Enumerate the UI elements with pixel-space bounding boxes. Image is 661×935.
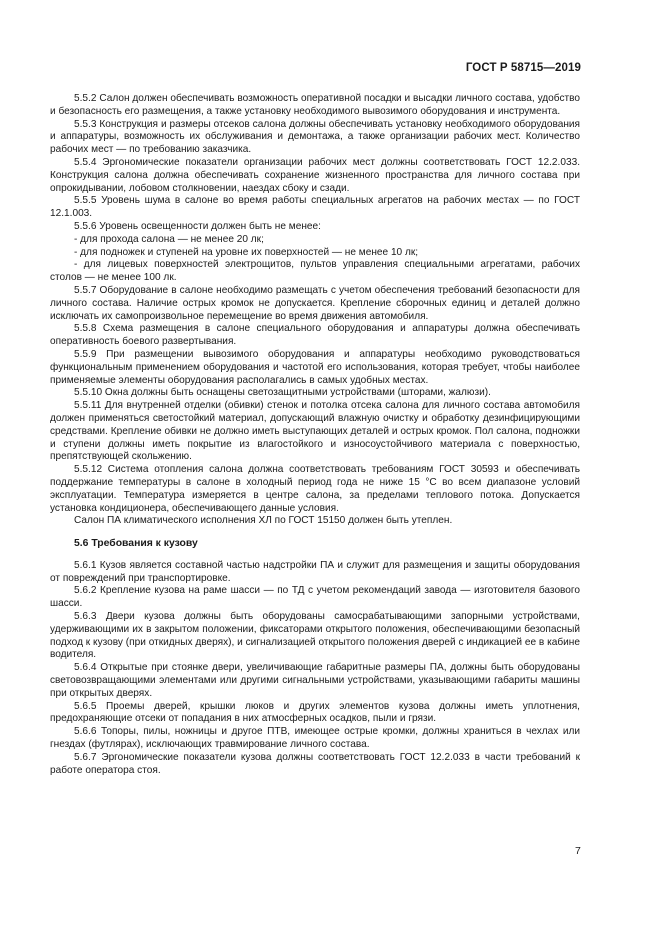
paragraph-5-5-10: 5.5.10 Окна должны быть оснащены светозащитными устройствами (шторами, жалюзи).: [74, 387, 491, 399]
paragraph-5-5-6: 5.5.6 Уровень освещенности должен быть не менее:: [74, 220, 321, 232]
paragraph-5-5-4: 5.5.4 Эргономические показатели организации рабочих мест должны соответствовать ГОСТ 12.2.033. Конструкция салона должна обеспечивать сохранение жизненного пространства для личного состава при опрокидывании, лобовом столкновении, наездах сбоку и сзади.: [50, 156, 580, 194]
paragraph-5-5-2: 5.5.2 Салон должен обеспечивать возможность оперативной посадки и высадки личного состава, удобство и безопасность его размещения, а также установку необходимого вывозимого оборудования и инструмента.: [50, 93, 580, 117]
paragraph-5-5-3: 5.5.3 Конструкция и размеры отсеков салона должны обеспечивать установку необходимого оборудования и аппаратуры, возможность их обслуживания и демонтажа, а также организации рабочих мест. Количество рабочих мест — по требованию заказчика.: [50, 118, 580, 156]
paragraph-5-6-5: 5.6.5 Проемы дверей, крышки люков и других элементов кузова должны иметь уплотнения, предохраняющие отсеки от попадания в них атмосферных осадков, пыли и грязи.: [50, 700, 580, 725]
list-item-panels: - для лицевых поверхностей электрощитов, пультов управления специальными агрегатами, рабочих столов — не менее 100 лк.: [50, 259, 580, 284]
paragraph-5-6-4: 5.6.4 Открытые при стоянке двери, увеличивающие габаритные размеры ПА, должны быть оборудованы световозвращающими элементами или другими сигнальными устройствами, указывающими габариты машины при открытых дверях.: [50, 662, 580, 699]
paragraph-5-5-5: 5.5.5 Уровень шума в салоне во время работы специальных агрегатов на рабочих местах — по ГОСТ 12.1.003.: [50, 195, 580, 220]
paragraph-5-6-3: 5.6.3 Двери кузова должны быть оборудованы самосрабатывающими запорными устройствами, удерживающими их в закрытом положении, фиксаторами открытого положения, обеспечивающими безопасный подход к кузову (при откидных дверях), и сигнализацией открытого положения дверей с индикацией ее в кабине водителя.: [50, 611, 580, 661]
paragraph-5-5-12: 5.5.12 Система отопления салона должна соответствовать требованиям ГОСТ 30593 и обеспечивать поддержание температуры в салоне в холодный период года не ниже 15 °С во всем диапазоне условий эксплуатации. Температура измеряется в центре салона, за пределами теплового потока. Допускается установка кондиционера, обеспечивающего данные условия.: [50, 464, 580, 514]
paragraph-5-6-2: 5.6.2 Крепление кузова на раме шасси — по ТД с учетом рекомендаций завода — изготовителя базового шасси.: [50, 585, 580, 610]
section-title-5-6: 5.6 Требования к кузову: [74, 538, 198, 550]
section-5-6-body: [50, 560, 580, 778]
list-item-aisle: - для прохода салона — не менее 20 лк;: [74, 233, 264, 245]
paragraph-5-6-6: 5.6.6 Топоры, пилы, ножницы и другое ПТВ, имеющее острые кромки, должны храниться в чехлах или гнездах (футлярах), исключающих травмирование личного состава.: [50, 726, 580, 751]
paragraph-5-5-9: 5.5.9 При размещении вывозимого оборудования и аппаратуры необходимо руководствоваться функциональным применением оборудования и частотой его использования, которая требует, чтобы наиболее применяемые элементы оборудования располагались в самых удобных местах.: [50, 348, 580, 386]
paragraph-5-6-1: 5.6.1 Кузов является составной частью надстройки ПА и служит для размещения и защиты оборудования от повреждений при транспортировке.: [50, 559, 580, 584]
document-body: [50, 93, 580, 777]
paragraph-5-6-7: 5.6.7 Эргономические показатели кузова должны соответствовать ГОСТ 12.2.033 в части требований к работе оператора стоя.: [50, 751, 580, 776]
paragraph-insulation: Салон ПА климатического исполнения ХЛ по ГОСТ 15150 должен быть утеплен.: [74, 515, 453, 527]
paragraph-5-5-8: 5.5.8 Схема размещения в салоне специального оборудования и аппаратуры должна обеспечивать оперативность боевого развертывания.: [50, 323, 580, 348]
page-number: 7: [575, 845, 581, 857]
section-5-5-body: [50, 93, 580, 528]
paragraph-5-5-7: 5.5.7 Оборудование в салоне необходимо размещать с учетом обеспечения требований безопасности для личного состава. Наличие острых кромок не допускается. Крепление сборочных единиц и деталей должно исключать их самопроизвольное перемещение во время движения автомобиля.: [50, 284, 580, 322]
document-code: ГОСТ Р 58715—2019: [465, 62, 581, 74]
paragraph-5-5-11: 5.5.11 Для внутренней отделки (обивки) стенок и потолка отсека салона для личного состава автомобиля должен применяться светостойкий материал, допускающий влажную очистку и обработку дезинфицирующими средствами. Крепление обивки не должно иметь выступающих деталей и острых кромок. Пол салона, подножки и ступени должны иметь покрытие из влагостойкого и износоустойчивого материала с поверхностью, препятствующей скольжению.: [50, 400, 580, 463]
list-item-steps: - для подножек и ступеней на уровне их поверхностей — не менее 10 лк;: [74, 246, 419, 258]
